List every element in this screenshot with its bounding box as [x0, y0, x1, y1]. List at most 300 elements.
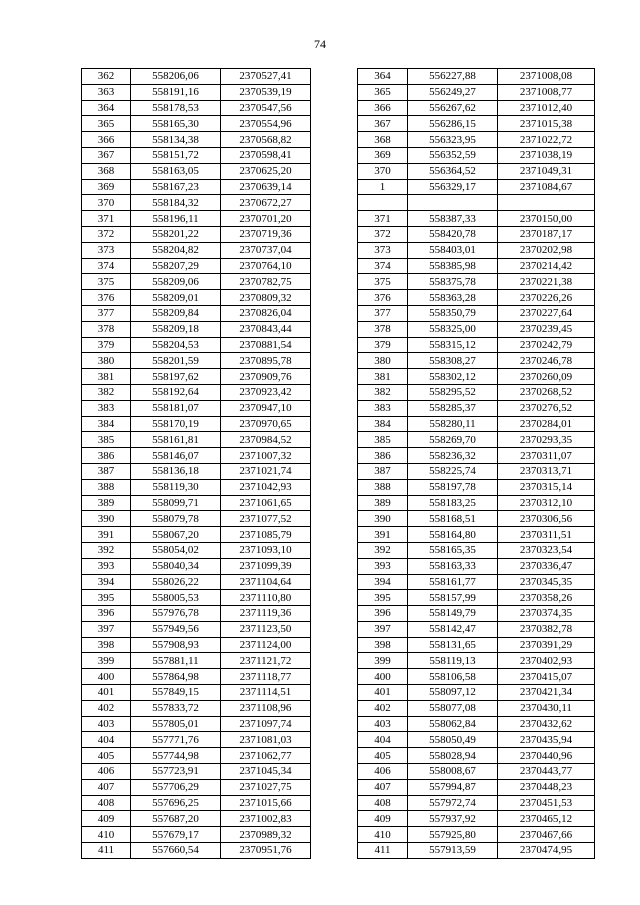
left-y-coordinate-cell: 2371123,50	[221, 621, 311, 637]
right-point-number-cell: 398	[358, 637, 408, 653]
right-point-number-cell	[358, 195, 408, 211]
right-y-coordinate-cell: 2370451,53	[498, 795, 595, 811]
left-x-coordinate-cell: 558192,64	[131, 384, 221, 400]
right-y-coordinate-cell: 2370421,34	[498, 685, 595, 701]
left-x-coordinate-cell: 558201,22	[131, 226, 221, 242]
left-point-number-cell: 403	[82, 716, 131, 732]
right-x-coordinate-cell: 558325,00	[408, 321, 498, 337]
right-y-coordinate-cell: 2371008,77	[498, 84, 595, 100]
right-x-coordinate-cell: 558165,35	[408, 542, 498, 558]
right-x-coordinate-cell: 556267,62	[408, 100, 498, 116]
right-point-number-cell: 381	[358, 369, 408, 385]
right-point-number-cell: 408	[358, 795, 408, 811]
left-x-coordinate-cell: 558201,59	[131, 353, 221, 369]
right-x-coordinate-cell: 558387,33	[408, 211, 498, 227]
left-x-coordinate-cell: 557833,72	[131, 700, 221, 716]
right-x-coordinate-cell: 558119,13	[408, 653, 498, 669]
left-point-number-cell: 376	[82, 290, 131, 306]
right-point-number-cell: 368	[358, 132, 408, 148]
right-x-coordinate-cell: 558350,79	[408, 305, 498, 321]
right-point-number-cell: 399	[358, 653, 408, 669]
right-point-number-cell: 369	[358, 147, 408, 163]
right-point-number-cell: 404	[358, 732, 408, 748]
left-x-coordinate-cell: 558209,18	[131, 321, 221, 337]
column-gap	[311, 558, 358, 574]
table-row	[82, 732, 595, 748]
left-point-number-cell: 402	[82, 700, 131, 716]
left-y-coordinate-cell: 2370909,76	[221, 369, 311, 385]
table-row	[82, 827, 595, 843]
right-point-number-cell: 387	[358, 463, 408, 479]
column-gap	[311, 84, 358, 100]
column-gap	[311, 827, 358, 843]
left-y-coordinate-cell: 2371118,77	[221, 669, 311, 685]
left-x-coordinate-cell: 558054,02	[131, 542, 221, 558]
right-point-number-cell: 405	[358, 748, 408, 764]
right-y-coordinate-cell: 2371084,67	[498, 179, 595, 195]
right-x-coordinate-cell: 557937,92	[408, 811, 498, 827]
right-point-number-cell: 383	[358, 400, 408, 416]
left-y-coordinate-cell: 2371124,00	[221, 637, 311, 653]
left-y-coordinate-cell: 2371093,10	[221, 542, 311, 558]
right-point-number-cell: 375	[358, 274, 408, 290]
left-x-coordinate-cell: 557881,11	[131, 653, 221, 669]
coordinates-table	[81, 68, 595, 859]
column-gap	[311, 542, 358, 558]
table-row	[82, 700, 595, 716]
column-gap	[311, 779, 358, 795]
left-point-number-cell: 393	[82, 558, 131, 574]
column-gap	[311, 590, 358, 606]
left-point-number-cell: 369	[82, 179, 131, 195]
table-row	[82, 353, 595, 369]
left-point-number-cell: 385	[82, 432, 131, 448]
right-point-number-cell: 388	[358, 479, 408, 495]
right-x-coordinate-cell: 558163,33	[408, 558, 498, 574]
column-gap	[311, 290, 358, 306]
left-y-coordinate-cell: 2371027,75	[221, 779, 311, 795]
column-gap	[311, 384, 358, 400]
right-y-coordinate-cell: 2370226,26	[498, 290, 595, 306]
right-y-coordinate-cell: 2370306,56	[498, 511, 595, 527]
left-x-coordinate-cell: 557660,54	[131, 843, 221, 859]
left-x-coordinate-cell: 558209,84	[131, 305, 221, 321]
right-x-coordinate-cell: 558008,67	[408, 764, 498, 780]
left-y-coordinate-cell: 2370719,36	[221, 226, 311, 242]
table-row	[82, 463, 595, 479]
left-x-coordinate-cell: 557744,98	[131, 748, 221, 764]
right-y-coordinate-cell: 2370214,42	[498, 258, 595, 274]
right-point-number-cell: 366	[358, 100, 408, 116]
left-x-coordinate-cell: 557771,76	[131, 732, 221, 748]
right-y-coordinate-cell: 2370315,14	[498, 479, 595, 495]
column-gap	[311, 163, 358, 179]
left-point-number-cell: 390	[82, 511, 131, 527]
left-y-coordinate-cell: 2370923,42	[221, 384, 311, 400]
right-x-coordinate-cell: 557972,74	[408, 795, 498, 811]
column-gap	[311, 432, 358, 448]
right-x-coordinate-cell: 558285,37	[408, 400, 498, 416]
right-point-number-cell: 370	[358, 163, 408, 179]
left-x-coordinate-cell: 558163,05	[131, 163, 221, 179]
left-point-number-cell: 370	[82, 195, 131, 211]
column-gap	[311, 179, 358, 195]
left-point-number-cell: 373	[82, 242, 131, 258]
left-x-coordinate-cell: 557687,20	[131, 811, 221, 827]
right-x-coordinate-cell: 558161,77	[408, 574, 498, 590]
left-point-number-cell: 387	[82, 463, 131, 479]
left-y-coordinate-cell: 2370764,10	[221, 258, 311, 274]
left-x-coordinate-cell: 557706,29	[131, 779, 221, 795]
right-point-number-cell: 367	[358, 116, 408, 132]
right-point-number-cell: 384	[358, 416, 408, 432]
left-y-coordinate-cell: 2370970,65	[221, 416, 311, 432]
right-y-coordinate-cell: 2370402,93	[498, 653, 595, 669]
right-y-coordinate-cell: 2371049,31	[498, 163, 595, 179]
left-point-number-cell: 377	[82, 305, 131, 321]
left-y-coordinate-cell: 2370947,10	[221, 400, 311, 416]
right-point-number-cell: 374	[358, 258, 408, 274]
left-x-coordinate-cell: 558204,82	[131, 242, 221, 258]
right-point-number-cell: 407	[358, 779, 408, 795]
left-y-coordinate-cell: 2371108,96	[221, 700, 311, 716]
column-gap	[311, 748, 358, 764]
right-x-coordinate-cell: 558157,99	[408, 590, 498, 606]
right-y-coordinate-cell: 2370227,64	[498, 305, 595, 321]
left-y-coordinate-cell: 2370547,56	[221, 100, 311, 116]
left-y-coordinate-cell: 2371077,52	[221, 511, 311, 527]
left-y-coordinate-cell: 2370895,78	[221, 353, 311, 369]
right-y-coordinate-cell	[498, 195, 595, 211]
column-gap	[311, 606, 358, 622]
left-x-coordinate-cell: 557696,25	[131, 795, 221, 811]
table-row	[82, 305, 595, 321]
left-x-coordinate-cell: 558161,81	[131, 432, 221, 448]
table-row	[82, 179, 595, 195]
left-y-coordinate-cell: 2371062,77	[221, 748, 311, 764]
left-x-coordinate-cell: 558181,07	[131, 400, 221, 416]
right-y-coordinate-cell: 2370358,26	[498, 590, 595, 606]
right-x-coordinate-cell: 558164,80	[408, 527, 498, 543]
right-point-number-cell: 402	[358, 700, 408, 716]
column-gap	[311, 195, 358, 211]
column-gap	[311, 811, 358, 827]
left-x-coordinate-cell: 558184,32	[131, 195, 221, 211]
left-x-coordinate-cell: 558134,38	[131, 132, 221, 148]
table-row	[82, 211, 595, 227]
table-row	[82, 621, 595, 637]
right-x-coordinate-cell: 558062,84	[408, 716, 498, 732]
right-y-coordinate-cell: 2370284,01	[498, 416, 595, 432]
left-point-number-cell: 372	[82, 226, 131, 242]
right-y-coordinate-cell: 2370415,07	[498, 669, 595, 685]
left-x-coordinate-cell: 557949,56	[131, 621, 221, 637]
left-x-coordinate-cell: 558151,72	[131, 147, 221, 163]
right-point-number-cell: 406	[358, 764, 408, 780]
right-x-coordinate-cell: 557913,59	[408, 843, 498, 859]
right-point-number-cell: 395	[358, 590, 408, 606]
left-point-number-cell: 411	[82, 843, 131, 859]
left-y-coordinate-cell: 2370554,96	[221, 116, 311, 132]
right-x-coordinate-cell: 558375,78	[408, 274, 498, 290]
left-y-coordinate-cell: 2371061,65	[221, 495, 311, 511]
right-x-coordinate-cell: 558028,94	[408, 748, 498, 764]
left-point-number-cell: 400	[82, 669, 131, 685]
left-point-number-cell: 386	[82, 448, 131, 464]
right-x-coordinate-cell: 557925,80	[408, 827, 498, 843]
right-point-number-cell: 380	[358, 353, 408, 369]
left-y-coordinate-cell: 2370782,75	[221, 274, 311, 290]
column-gap	[311, 495, 358, 511]
left-point-number-cell: 401	[82, 685, 131, 701]
table-row	[82, 416, 595, 432]
table-row	[82, 226, 595, 242]
column-gap	[311, 242, 358, 258]
right-point-number-cell: 379	[358, 337, 408, 353]
coordinates-table-body	[82, 69, 595, 859]
left-y-coordinate-cell: 2371021,74	[221, 463, 311, 479]
table-row	[82, 242, 595, 258]
left-point-number-cell: 365	[82, 116, 131, 132]
left-x-coordinate-cell: 557679,17	[131, 827, 221, 843]
right-y-coordinate-cell: 2370260,09	[498, 369, 595, 385]
table-row	[82, 369, 595, 385]
right-y-coordinate-cell: 2370246,78	[498, 353, 595, 369]
table-row	[82, 400, 595, 416]
table-row	[82, 606, 595, 622]
table-row	[82, 195, 595, 211]
right-y-coordinate-cell: 2371008,08	[498, 69, 595, 85]
right-x-coordinate-cell: 556286,15	[408, 116, 498, 132]
table-row	[82, 116, 595, 132]
column-gap	[311, 448, 358, 464]
left-y-coordinate-cell: 2371015,66	[221, 795, 311, 811]
left-point-number-cell: 392	[82, 542, 131, 558]
right-y-coordinate-cell: 2370276,52	[498, 400, 595, 416]
right-x-coordinate-cell: 558363,28	[408, 290, 498, 306]
right-y-coordinate-cell: 2370474,95	[498, 843, 595, 859]
right-point-number-cell: 403	[358, 716, 408, 732]
column-gap	[311, 211, 358, 227]
left-point-number-cell: 368	[82, 163, 131, 179]
right-x-coordinate-cell: 558308,27	[408, 353, 498, 369]
left-y-coordinate-cell: 2370809,32	[221, 290, 311, 306]
left-y-coordinate-cell: 2371085,79	[221, 527, 311, 543]
column-gap	[311, 732, 358, 748]
table-row	[82, 590, 595, 606]
table-row	[82, 653, 595, 669]
right-point-number-cell: 1	[358, 179, 408, 195]
left-x-coordinate-cell: 558191,16	[131, 84, 221, 100]
table-row	[82, 542, 595, 558]
left-point-number-cell: 366	[82, 132, 131, 148]
left-x-coordinate-cell: 557723,91	[131, 764, 221, 780]
left-point-number-cell: 404	[82, 732, 131, 748]
left-point-number-cell: 399	[82, 653, 131, 669]
right-x-coordinate-cell: 558197,78	[408, 479, 498, 495]
left-x-coordinate-cell: 558178,53	[131, 100, 221, 116]
table-row	[82, 795, 595, 811]
table-row	[82, 100, 595, 116]
right-y-coordinate-cell: 2371015,38	[498, 116, 595, 132]
table-row	[82, 163, 595, 179]
column-gap	[311, 637, 358, 653]
table-row	[82, 337, 595, 353]
column-gap	[311, 653, 358, 669]
column-gap	[311, 226, 358, 242]
right-point-number-cell: 386	[358, 448, 408, 464]
left-point-number-cell: 383	[82, 400, 131, 416]
right-y-coordinate-cell: 2370443,77	[498, 764, 595, 780]
table-row	[82, 779, 595, 795]
column-gap	[311, 305, 358, 321]
right-point-number-cell: 409	[358, 811, 408, 827]
left-y-coordinate-cell: 2371097,74	[221, 716, 311, 732]
left-point-number-cell: 381	[82, 369, 131, 385]
right-point-number-cell: 364	[358, 69, 408, 85]
left-y-coordinate-cell: 2370539,19	[221, 84, 311, 100]
left-point-number-cell: 405	[82, 748, 131, 764]
right-x-coordinate-cell: 556329,17	[408, 179, 498, 195]
left-x-coordinate-cell: 558067,20	[131, 527, 221, 543]
right-x-coordinate-cell: 558403,01	[408, 242, 498, 258]
right-point-number-cell: 394	[358, 574, 408, 590]
table-row	[82, 132, 595, 148]
right-x-coordinate-cell: 558315,12	[408, 337, 498, 353]
right-x-coordinate-cell: 558149,79	[408, 606, 498, 622]
right-point-number-cell: 376	[358, 290, 408, 306]
column-gap	[311, 116, 358, 132]
right-y-coordinate-cell: 2370311,07	[498, 448, 595, 464]
left-point-number-cell: 375	[82, 274, 131, 290]
table-row	[82, 495, 595, 511]
left-point-number-cell: 371	[82, 211, 131, 227]
left-y-coordinate-cell: 2370568,82	[221, 132, 311, 148]
column-gap	[311, 353, 358, 369]
left-y-coordinate-cell: 2370843,44	[221, 321, 311, 337]
left-y-coordinate-cell: 2370989,32	[221, 827, 311, 843]
left-x-coordinate-cell: 558136,18	[131, 463, 221, 479]
table-row	[82, 511, 595, 527]
table-row	[82, 321, 595, 337]
right-x-coordinate-cell: 557994,87	[408, 779, 498, 795]
right-y-coordinate-cell: 2370293,35	[498, 432, 595, 448]
right-y-coordinate-cell: 2370432,62	[498, 716, 595, 732]
right-point-number-cell: 396	[358, 606, 408, 622]
right-y-coordinate-cell: 2370313,71	[498, 463, 595, 479]
right-x-coordinate-cell: 556249,27	[408, 84, 498, 100]
right-point-number-cell: 389	[358, 495, 408, 511]
column-gap	[311, 463, 358, 479]
right-y-coordinate-cell: 2370448,23	[498, 779, 595, 795]
left-point-number-cell: 395	[82, 590, 131, 606]
right-point-number-cell: 390	[358, 511, 408, 527]
right-x-coordinate-cell: 558225,74	[408, 463, 498, 479]
column-gap	[311, 669, 358, 685]
table-row	[82, 448, 595, 464]
left-x-coordinate-cell: 558146,07	[131, 448, 221, 464]
left-point-number-cell: 407	[82, 779, 131, 795]
right-y-coordinate-cell: 2370391,29	[498, 637, 595, 653]
column-gap	[311, 69, 358, 85]
right-point-number-cell: 365	[358, 84, 408, 100]
left-y-coordinate-cell: 2370951,76	[221, 843, 311, 859]
column-gap	[311, 132, 358, 148]
left-point-number-cell: 388	[82, 479, 131, 495]
right-y-coordinate-cell: 2371038,19	[498, 147, 595, 163]
page-number: 74	[314, 37, 326, 51]
left-y-coordinate-cell: 2371002,83	[221, 811, 311, 827]
column-gap	[311, 764, 358, 780]
right-y-coordinate-cell: 2371012,40	[498, 100, 595, 116]
right-x-coordinate-cell: 556352,59	[408, 147, 498, 163]
left-y-coordinate-cell: 2371110,80	[221, 590, 311, 606]
left-y-coordinate-cell: 2370826,04	[221, 305, 311, 321]
left-y-coordinate-cell: 2370737,04	[221, 242, 311, 258]
left-point-number-cell: 406	[82, 764, 131, 780]
right-y-coordinate-cell: 2370312,10	[498, 495, 595, 511]
left-x-coordinate-cell: 558196,11	[131, 211, 221, 227]
right-y-coordinate-cell: 2370239,45	[498, 321, 595, 337]
left-point-number-cell: 367	[82, 147, 131, 163]
table-row	[82, 527, 595, 543]
right-y-coordinate-cell: 2370336,47	[498, 558, 595, 574]
left-x-coordinate-cell: 558119,30	[131, 479, 221, 495]
left-x-coordinate-cell: 558207,29	[131, 258, 221, 274]
right-x-coordinate-cell: 558269,70	[408, 432, 498, 448]
right-point-number-cell: 410	[358, 827, 408, 843]
left-x-coordinate-cell: 557976,78	[131, 606, 221, 622]
right-y-coordinate-cell: 2370311,51	[498, 527, 595, 543]
column-gap	[311, 258, 358, 274]
left-y-coordinate-cell: 2370598,41	[221, 147, 311, 163]
table-row	[82, 147, 595, 163]
left-y-coordinate-cell: 2370701,20	[221, 211, 311, 227]
column-gap	[311, 337, 358, 353]
left-x-coordinate-cell: 558209,01	[131, 290, 221, 306]
column-gap	[311, 147, 358, 163]
left-y-coordinate-cell: 2371081,03	[221, 732, 311, 748]
right-x-coordinate-cell: 558097,12	[408, 685, 498, 701]
table-row	[82, 748, 595, 764]
table-row	[82, 69, 595, 85]
left-point-number-cell: 396	[82, 606, 131, 622]
right-point-number-cell: 393	[358, 558, 408, 574]
left-point-number-cell: 389	[82, 495, 131, 511]
right-point-number-cell: 373	[358, 242, 408, 258]
left-y-coordinate-cell: 2371099,39	[221, 558, 311, 574]
right-y-coordinate-cell: 2370467,66	[498, 827, 595, 843]
right-point-number-cell: 401	[358, 685, 408, 701]
left-x-coordinate-cell: 558099,71	[131, 495, 221, 511]
right-y-coordinate-cell: 2371022,72	[498, 132, 595, 148]
left-y-coordinate-cell: 2371007,32	[221, 448, 311, 464]
left-y-coordinate-cell: 2370672,27	[221, 195, 311, 211]
right-point-number-cell: 385	[358, 432, 408, 448]
column-gap	[311, 843, 358, 859]
left-point-number-cell: 398	[82, 637, 131, 653]
right-y-coordinate-cell: 2370150,00	[498, 211, 595, 227]
right-y-coordinate-cell: 2370382,78	[498, 621, 595, 637]
left-y-coordinate-cell: 2371045,34	[221, 764, 311, 780]
right-point-number-cell: 391	[358, 527, 408, 543]
left-y-coordinate-cell: 2370625,20	[221, 163, 311, 179]
column-gap	[311, 685, 358, 701]
column-gap	[311, 100, 358, 116]
column-gap	[311, 400, 358, 416]
right-x-coordinate-cell: 558142,47	[408, 621, 498, 637]
right-y-coordinate-cell: 2370187,17	[498, 226, 595, 242]
